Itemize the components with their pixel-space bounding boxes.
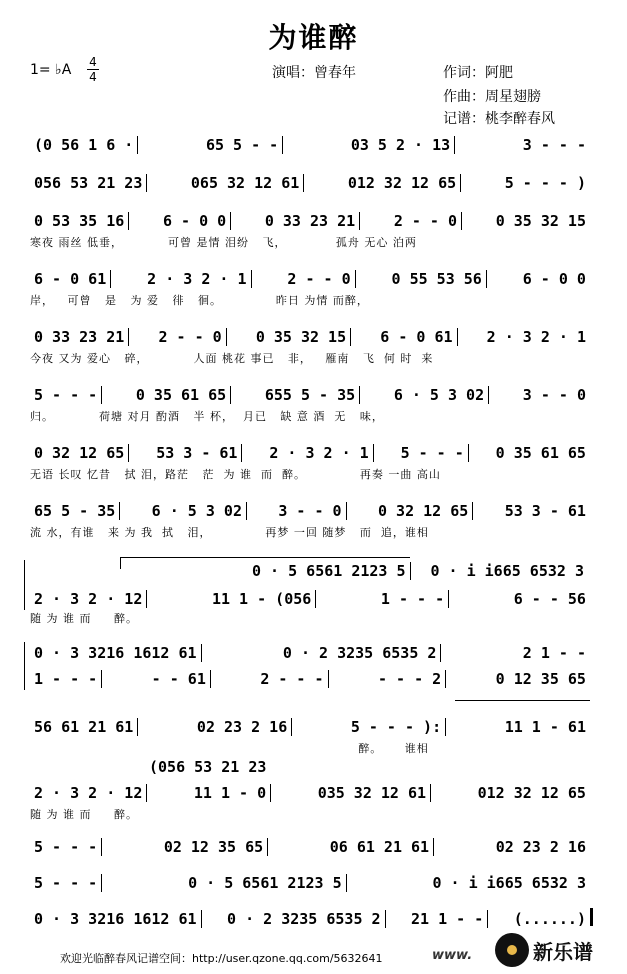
measure: 655 5 - 35 [261,386,360,404]
measure: 0 · 2 3235 6535 2 [279,644,442,662]
lyrics-row-4: 岸， 可曾 是 为 爱 徘 徊。 昨日 为情 而醉， [30,294,369,307]
measure: 2 · 3 2 · 12 [30,590,147,608]
stave-row-12 [30,776,590,802]
singer-credit: 演唱：曾春年 [272,65,356,81]
measure: 56 61 21 61 [30,718,138,736]
lyrics-row-11: 醉。 谁相 [30,742,429,755]
measure: 6 · 5 3 02 [148,502,247,520]
measure: 5 - - - [30,874,102,892]
measure: 2 - - 0 [390,212,462,230]
measure: - - 61 [148,670,211,688]
time-signature [87,56,99,83]
stave-row-13 [30,830,590,856]
measure: 0 · 2 3235 6535 2 [223,910,386,928]
measure: 02 23 2 16 [495,838,586,856]
volta-bracket-1-hook [120,557,121,569]
key-signature: 1= ♭A [30,62,72,78]
measure: 6 · 5 3 02 [390,386,489,404]
measure: 11 1 - (056 [208,590,316,608]
lyricist-credit: 作词：阿肥 [443,65,513,81]
stave-row-11 [30,710,590,736]
measure: 0 · 3 3216 1612 61 [30,644,202,662]
footer-www: www. [432,948,473,963]
measure: 53 3 - 61 [152,444,242,462]
measure: 056 53 21 23 [30,174,147,192]
measure: 0 32 12 65 [374,502,473,520]
measure: 5 - - - [30,838,102,856]
stave-row-8 [30,494,590,520]
measure: 65 5 - - [202,136,283,154]
measure: 0 32 12 65 [30,444,129,462]
measure: 035 32 12 61 [314,784,431,802]
measure: 6 - 0 61 [376,328,457,346]
stave-row-3 [30,204,590,230]
measure: (......) [513,910,586,928]
measure: 2 - - 0 [154,328,226,346]
measure: 2 · 3 2 · 12 [30,784,147,802]
measure: (0 56 1 6 · [30,136,138,154]
footer-credit: 欢迎光临醉春风记谱空间：http://user.qzone.qq.com/5632641 [60,952,383,965]
measure: 3 - - 0 [522,386,586,404]
measure: 0 33 23 21 [261,212,360,230]
measure: 3 - - - [522,136,586,154]
volta-bracket-2 [455,700,590,701]
lyrics-row-3: 寒夜 雨丝 低垂， 可曾 是情 泪纷 飞， 孤舟 无心 泊两 [30,236,417,249]
stave-row-4 [30,262,590,288]
measure: 1 - - - [377,590,449,608]
measure: 0 35 61 65 [132,386,231,404]
stave-row-10-upper [30,636,590,662]
measure: 53 3 - 61 [504,502,586,520]
measure: 2 - - - [256,670,328,688]
lyrics-row-5: 今夜 又为 爱心 碎， 人面 桃花 事已 非， 雁南 飞 何 时 来 [30,352,434,365]
stave-row-15 [30,902,590,928]
measure: 065 32 12 61 [187,174,304,192]
measure: 0 · 5 6561 2123 5 [248,562,411,580]
measure: 012 32 12 65 [344,174,461,192]
measure: 012 32 12 65 [477,784,586,802]
measure: 0 · 3 3216 1612 61 [30,910,202,928]
stave-row-1 [30,128,590,154]
measure: 0 35 32 15 [252,328,351,346]
measure: 2 · 3 2 · 1 [265,444,373,462]
measure: 5 - - - [397,444,469,462]
measure: 03 5 2 · 13 [347,136,455,154]
time-signature-top: 4 [89,55,97,69]
transcriber-credit: 记谱：桃李醉春风 [443,111,555,127]
measure: 6 - 0 0 [522,270,586,288]
measure: 6 - 0 0 [159,212,231,230]
measure: 5 - - - [30,386,102,404]
vinyl-disc-icon [495,933,529,967]
measure: 06 61 21 61 [326,838,434,856]
lyrics-row-6: 归。 荷塘 对月 酌酒 半 杯， 月已 缺 意 酒 无 味， [30,410,384,423]
measure: 0 33 23 21 [30,328,129,346]
measure: 0 · 5 6561 2123 5 [184,874,347,892]
measure: 11 1 - 0 [190,784,271,802]
site-logo [495,930,623,970]
stave-row-12-upper [145,750,285,776]
measure: 0 35 32 15 [495,212,586,230]
lyrics-row-7: 无语 长叹 忆昔 拭 泪，路茫 茫 为 谁 而 醉。 再奏 一曲 高山 [30,468,441,481]
stave-row-5 [30,320,590,346]
measure: 0 55 53 56 [388,270,487,288]
time-signature-bottom: 4 [89,70,97,84]
stave-row-6 [30,378,590,404]
measure: 3 - - 0 [274,502,346,520]
measure: 02 23 2 16 [193,718,292,736]
measure: 5 - - - ) [504,174,586,192]
stave-row-10 [30,662,590,688]
measure: 0 35 61 65 [495,444,586,462]
measure: 11 1 - 61 [504,718,586,736]
final-barline [590,908,593,926]
measure: (056 53 21 23 [149,758,267,776]
measure: 6 - 0 61 [30,270,111,288]
measure: 65 5 - 35 [30,502,120,520]
measure: 2 · 3 2 · 1 [486,328,586,346]
measure: 2 · 3 2 · 1 [143,270,251,288]
lyrics-row-9: 随 为 谁 而 醉。 [30,612,138,625]
measure: 6 - - 56 [513,590,586,608]
lyrics-row-8: 流 水，有谁 来 为 我 拭 泪， 再梦 一回 随梦 而 追，谁相 [30,526,429,539]
site-logo-text: 新乐谱 [533,939,593,964]
stave-row-9-upper [248,554,588,580]
system-brace [24,560,25,610]
measure: 5 - - - ): [347,718,446,736]
lyrics-row-12: 随 为 谁 而 醉。 [30,808,138,821]
stave-row-7 [30,436,590,462]
song-title: 为谁醉 [268,21,359,54]
measure: 0 12 35 65 [495,670,586,688]
measure: 02 12 35 65 [160,838,268,856]
measure: 2 1 - - [522,644,586,662]
measure: 0 · i i665 6532 3 [430,562,584,580]
system-brace-2 [24,642,25,690]
measure: - - - 2 [374,670,446,688]
measure: 21 1 - - [407,910,488,928]
measure: 1 - - - [30,670,102,688]
measure: 0 · i i665 6532 3 [432,874,586,892]
stave-row-2 [30,166,590,192]
stave-row-14 [30,866,590,892]
measure: 0 53 35 16 [30,212,129,230]
composer-credit: 作曲：周星翅膀 [443,89,541,105]
measure: 2 - - 0 [283,270,355,288]
stave-row-9 [30,582,590,608]
